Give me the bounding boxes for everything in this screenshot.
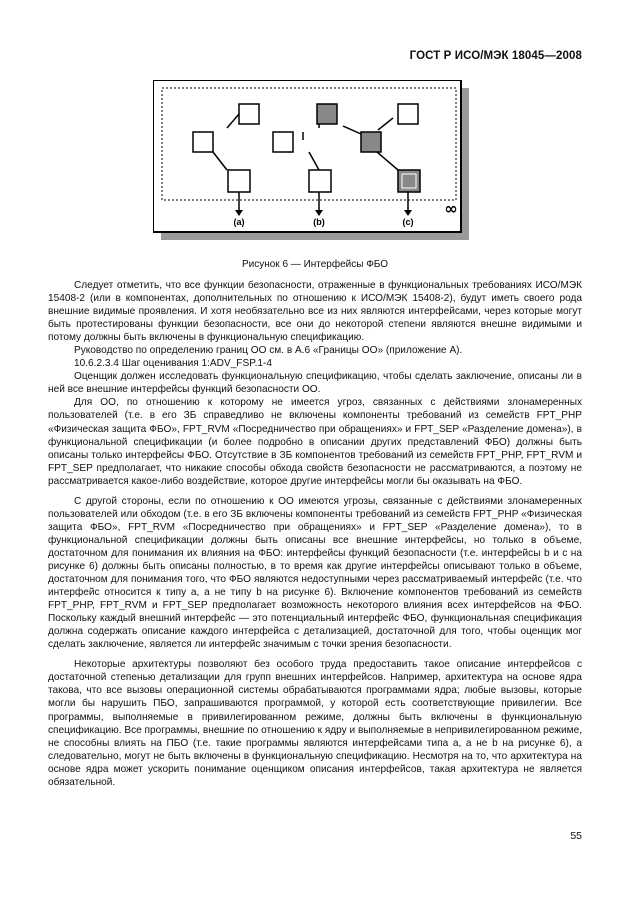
- figure-caption: Рисунок 6 — Интерфейсы ФБО: [241, 259, 389, 270]
- body-text: [48, 279, 582, 789]
- frame: [153, 80, 461, 232]
- node-b2: [273, 132, 293, 152]
- paragraph: Руководство по определению границ ОО см. в А.6 «Границы ОО» (приложение А).: [74, 345, 463, 357]
- node-a3: [228, 170, 250, 192]
- paragraph: 10.6.2.3.4 Шаг оценивания 1:ADV_FSP.1-4: [74, 358, 273, 370]
- paragraph: Некоторые архитектуры позволяют без особого труда предоставить такое описание интерфейсов с достаточной степенью детализации для групп внешних интерфейсов. Например, архитектура на основе ядра такова, что все вызовы операционной системы обрабатываются программами ядра; любые вызовы, которые могли бы нарушить ПБО, запрашиваются программой, у которой есть соответствующие привилегии. Все программы, выполняемые в привилегированном режиме, должны быть включены в функциональную спецификацию. Все программы, внешние по отношению к ядру и выполняемые в непривилегированном режиме, не способны влиять на ПБО (т.е. такие программы являются интерфейсами типа a, а не b на рисунке 6), а следовательно, могут не быть включены в функциональную спецификацию. Несмотря на то, что архитектура на основе ядра может ускорить понимание оценщиком описания интерфейсов, такая архитектура не является обязательной.: [48, 659, 582, 788]
- document-header: ГОСТ Р ИСО/МЭК 18045—2008: [409, 50, 582, 62]
- paragraph: Для ОО, по отношению к которому не имеется угроз, связанных с действиями злонамеренных пользователей (т.е. в его ЗБ справедливо не включены компоненты требований из семейств FPT_PHP «Физическая защита ФБО», FPT_RVM «Посредничество при обращениях» и FPT_SEP «Разделение домена»), в функциональной спецификации (и более подробно в описании других представлений ФБО) должны быть описаны только интерфейсы ФБО. Отсутствие в ЗБ компонентов требований из семейств FPT_PHP, FPT_RVM и FPT_SEP предполагает, что никакие способы обхода свойств безопасности не рассматриваются, а поэтому не рассматривается какое-либо воздействие, которое другие интерфейсы могли бы оказывать на ФБО.: [48, 397, 582, 487]
- paragraph: Оценщик должен исследовать функциональную спецификацию, чтобы сделать заключение, описаны ли в ней все внешние интерфейсы функций безопасности ОО.: [48, 371, 582, 396]
- label-a: (a): [233, 217, 245, 227]
- label-b: (b): [313, 217, 325, 227]
- infinity-symbol: ∞: [444, 199, 458, 218]
- page-number: 55: [570, 830, 582, 842]
- node-b3: [309, 170, 331, 192]
- node-b1: [317, 104, 337, 124]
- label-c: (c): [402, 217, 414, 227]
- figure-tsf-interfaces: [153, 80, 471, 242]
- node-c2: [361, 132, 381, 152]
- paragraph: С другой стороны, если по отношению к ОО имеются угрозы, связанные с действиями злонамеренных пользователей или обходом (т.е. в его ЗБ включены компоненты требований из семейств FPT_PHP «Физическая защита ФБО», FPT_RVM «Посредничество при обращениях» и FPT_SEP «Разделение домена»), то в функциональной спецификации должны быть описаны все внешние интерфейсы, но только в объеме, достаточном для понимания их влияния на ФБО: интерфейсы функций безопасности (т.е. интерфейсы b и c на рисунке 6) должны быть описаны полностью, в то время как другие интерфейсы описывают только в объеме, достаточном для понимания того, что ФБО являются недоступными через рассматриваемый интерфейс (т.е. что интерфейс относится к типу a, а не типу b на рисунке 6). Включение компонентов требований из семейств FPT_PHP, FPT_RVM и FPT_SEP предполагает возможность некоторого влияния всех интерфейсов на ФБО. Поскольку каждый внешний интерфейс — это потенциальный интерфейс ФБО, функциональная спецификация должна содержать описание каждого интерфейса с детализацией, достаточной для того, чтобы оценщик мог сделать заключение, является ли интерфейс значимым с точки зрения безопасности.: [48, 495, 582, 651]
- node-c1: [398, 104, 418, 124]
- paragraph: Следует отметить, что все функции безопасности, отраженные в функциональных требованиях ИСО/МЭК 15408-2 (или в компонентах, дополнительных по отношению к ИСО/МЭК 15408-2), будут иметь своего рода внешние видимые проявления. И хотя необязательно все из них являются интерфейсами, через которые могут быть протестированы функции безопасности, все они до некоторой степени являются внешне видимыми и потому должны быть включены в функциональную спецификацию.: [48, 280, 582, 344]
- interfaces-diagram: [153, 80, 471, 242]
- node-a2: [193, 132, 213, 152]
- node-c3: [398, 170, 420, 192]
- node-a1: [239, 104, 259, 124]
